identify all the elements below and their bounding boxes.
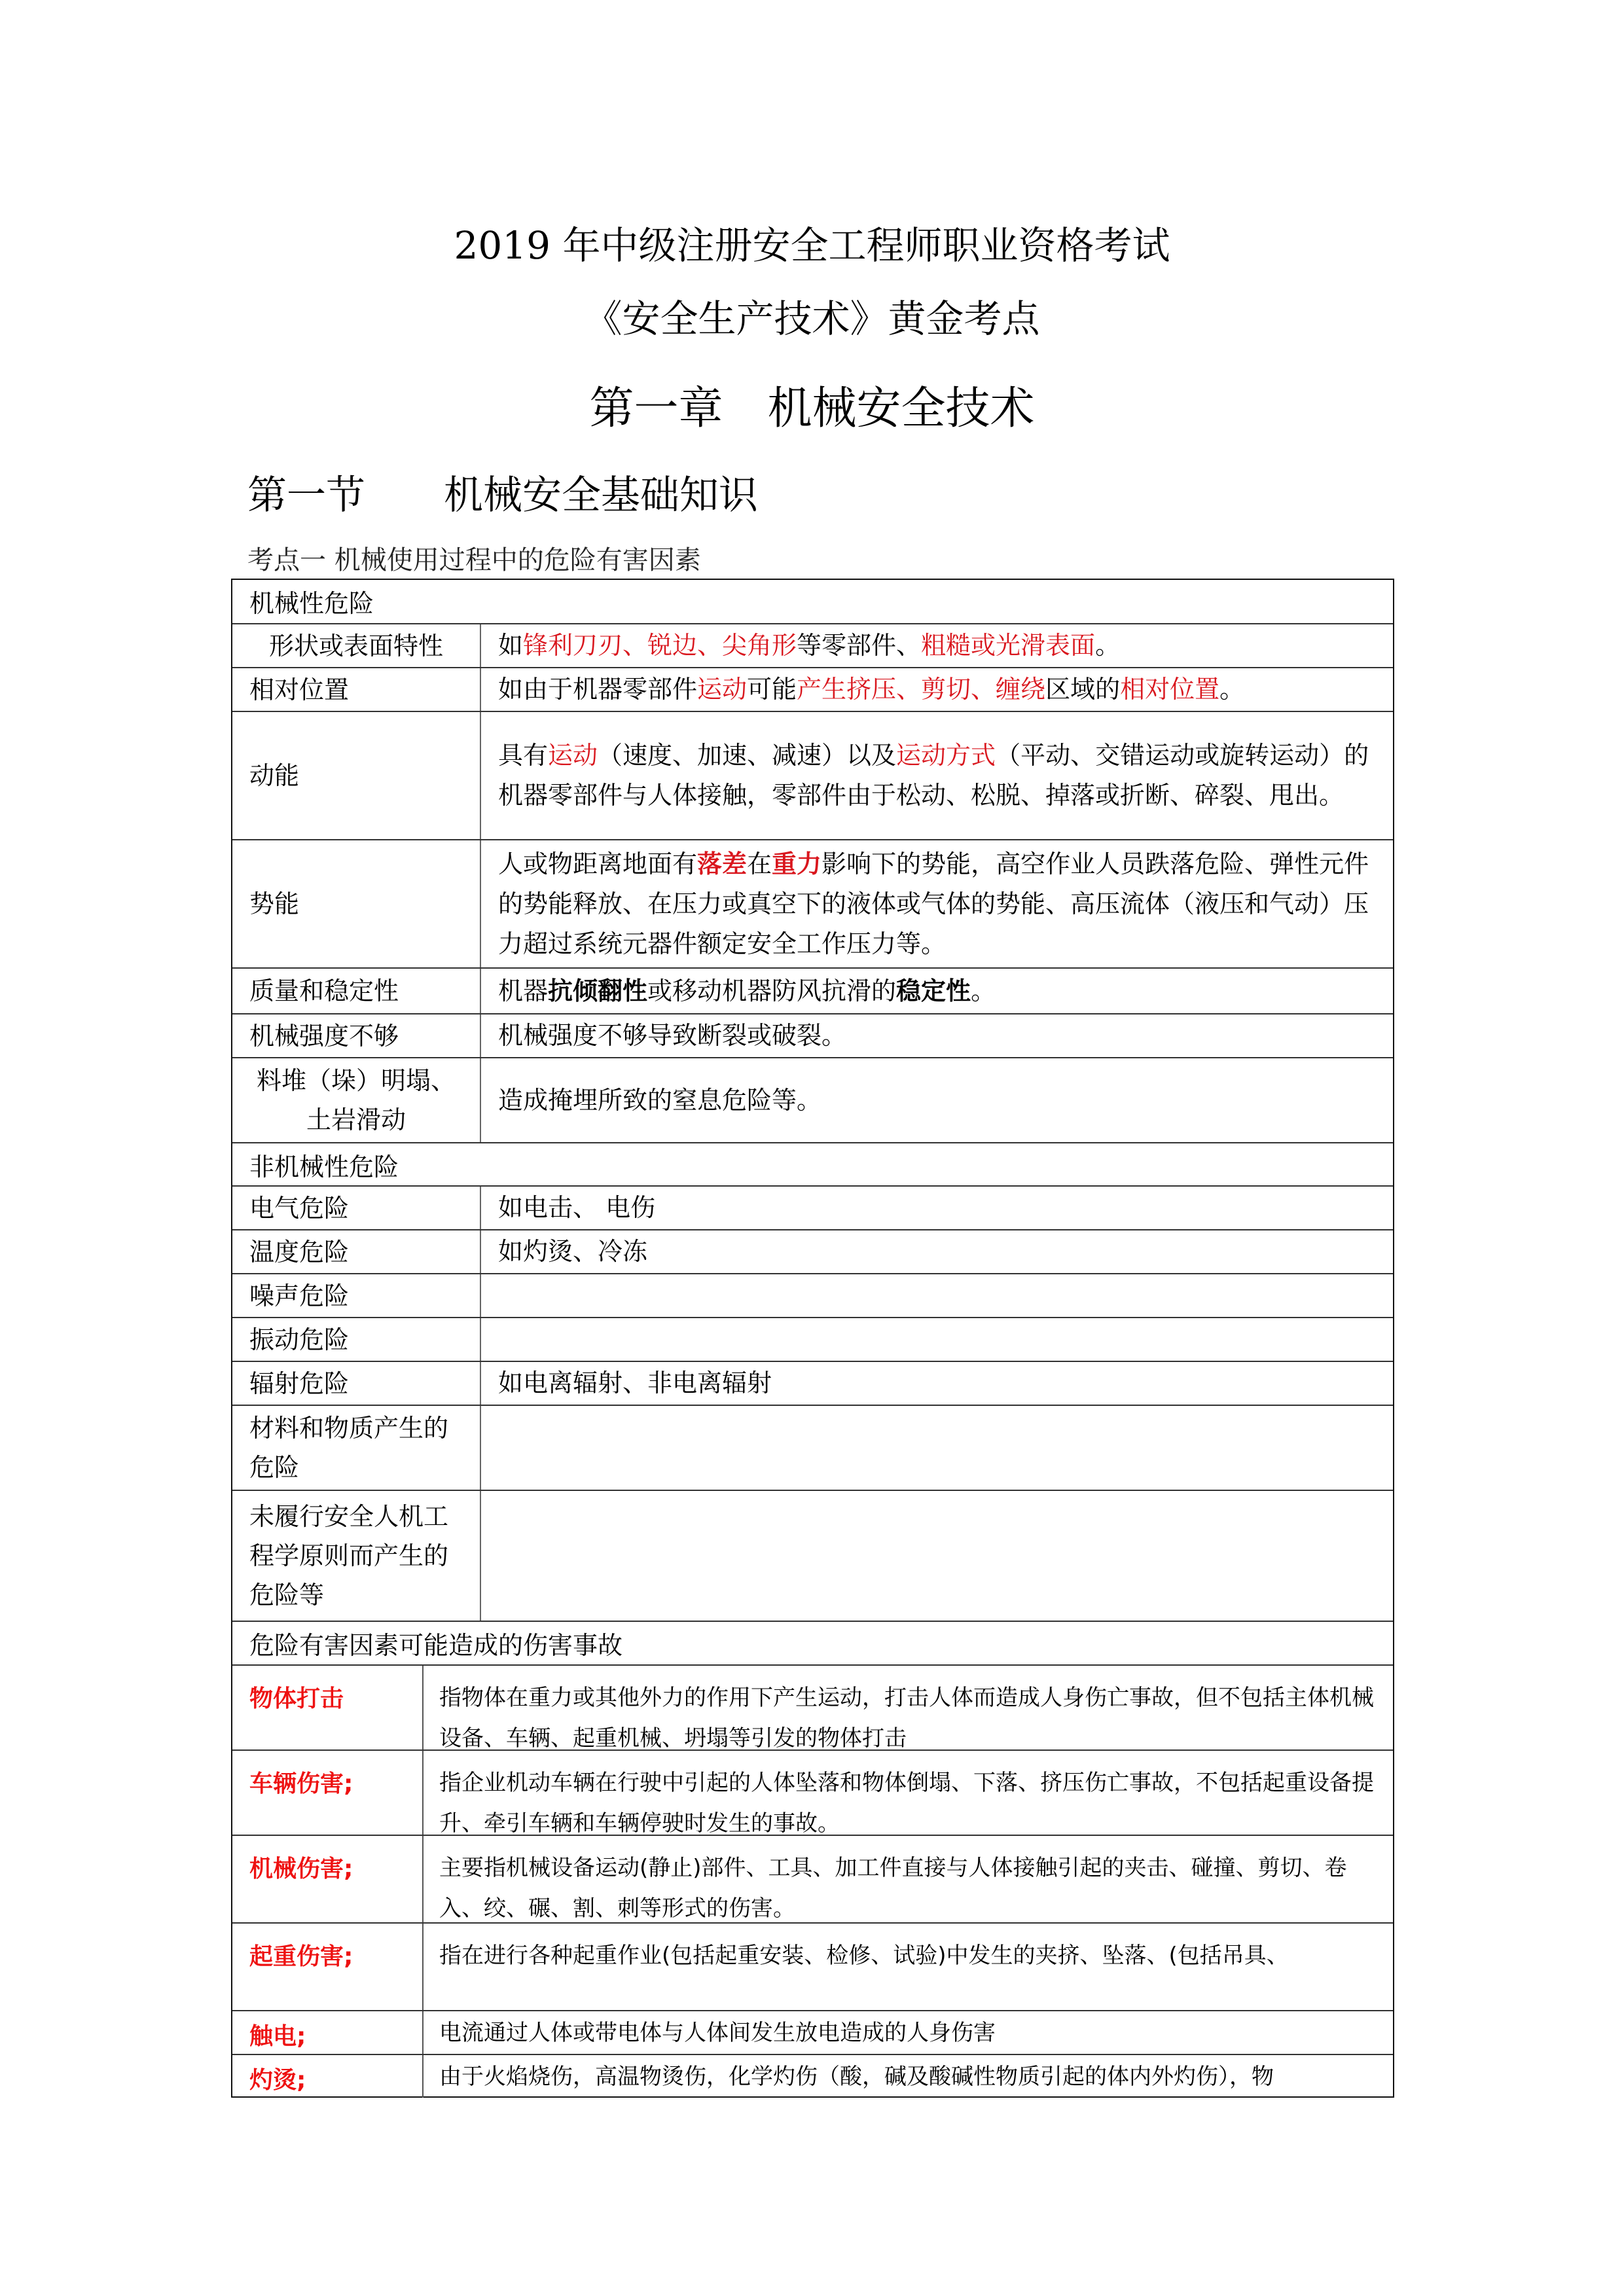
- hazard-label-text: 温度危险: [249, 1237, 350, 1266]
- highlight-keyword: 产生挤压、剪切、缠绕: [797, 675, 1046, 704]
- text-run: 机器: [498, 977, 549, 1005]
- hazard-label: [232, 1058, 480, 1142]
- hazard-label-text: 质量和稳定性: [249, 977, 399, 1005]
- accident-type-label: [232, 1751, 422, 1835]
- hazard-label: [232, 1187, 480, 1229]
- section-heading-mechanical: [232, 579, 1393, 623]
- hazard-label-text: 未履行安全人机工程学原则而产生的危险等: [249, 1502, 449, 1609]
- hazard-label-text: 相对位置: [249, 675, 350, 704]
- hazard-label: [232, 1318, 480, 1361]
- accident-description: [422, 1751, 1393, 1835]
- highlight-keyword: 重力: [772, 849, 822, 878]
- hazard-description: [480, 840, 1393, 967]
- table-row: [232, 1273, 1393, 1317]
- table-row: [232, 667, 1393, 711]
- table-row: [232, 1922, 1393, 2010]
- hazard-label: [232, 1274, 480, 1317]
- accident-type-label: [232, 2055, 422, 2098]
- hazard-description-text: 如电离辐射、非电离辐射: [498, 1369, 772, 1397]
- hazard-label: [232, 840, 480, 967]
- accident-description-text: 指在进行各种起重作业(包括起重安装、检修、试验)中发生的夹挤、坠落、(包括吊具、: [439, 1943, 1289, 1969]
- section-header-row: [232, 1142, 1393, 1185]
- table-row: [232, 1185, 1393, 1229]
- section-heading-mechanical-text: 机械性危险: [249, 588, 374, 618]
- accident-description-text: 指物体在重力或其他外力的作用下产生运动，打击人体而造成人身伤亡事故，但不包括主体机械设备、车辆、起重机械、坍塌等引发的物体打击: [439, 1685, 1374, 1751]
- hazard-description-text: [498, 626, 1120, 666]
- hazard-description: [480, 712, 1393, 839]
- text-run: 机械强度不够导致断裂或破裂。: [498, 1021, 847, 1050]
- hazard-label-text: 动能: [249, 761, 300, 790]
- accident-type-label-text: 起重伤害;: [249, 1943, 353, 1970]
- hazard-description: [480, 668, 1393, 711]
- hazard-description: [480, 1014, 1393, 1057]
- table-row: [232, 1405, 1393, 1490]
- hazard-description: [480, 624, 1393, 667]
- text-run: 区域的: [1045, 675, 1121, 704]
- table-row: [232, 1229, 1393, 1273]
- text-run: 。: [1219, 675, 1245, 704]
- bold-keyword: 稳定性: [896, 976, 971, 1005]
- hazard-label: [232, 624, 480, 667]
- table-row: [232, 1057, 1393, 1142]
- accident-type-label-text: 灼烫;: [249, 2067, 306, 2094]
- hazard-description: [480, 1058, 1393, 1142]
- accident-description: [422, 1924, 1393, 2010]
- hazard-description-text: [498, 844, 1380, 964]
- text-run: 如: [498, 631, 524, 660]
- accident-description-text: 主要指机械设备运动(静止)部件、工具、加工件直接与人体接触引起的夹击、碰撞、剪切、卷入、绞、碾、割、刺等形式的伤害。: [439, 1855, 1347, 1922]
- hazard-description: [480, 1406, 1393, 1490]
- hazard-label-text: 辐射危险: [249, 1369, 350, 1398]
- text-run: 造成掩埋所致的窒息危险等。: [498, 1085, 822, 1115]
- table-row: [232, 1013, 1393, 1057]
- accident-type-label-text: 物体打击: [249, 1685, 344, 1712]
- text-run: 如由于机器零部件: [498, 675, 698, 704]
- text-run: 或移动机器防风抗滑的: [647, 977, 897, 1005]
- table-row: [232, 1664, 1393, 1749]
- hazard-description-text: [498, 670, 1244, 709]
- accident-description-text: 由于火焰烧伤，高温物烫伤，化学灼伤（酸，碱及酸碱性物质引起的体内外灼伤），物: [439, 2064, 1274, 2090]
- section-heading-non-mechanical: [232, 1143, 1393, 1185]
- accident-type-label-text: 触电;: [249, 2023, 306, 2050]
- table-row: [232, 2054, 1393, 2098]
- hazard-label-text: 形状或表面特性: [268, 631, 443, 660]
- section-header-row: [232, 579, 1393, 623]
- hazard-description: [480, 1230, 1393, 1273]
- hazard-description-text: [498, 736, 1380, 816]
- hazard-description-text: [498, 1081, 821, 1121]
- hazard-label-text: 材料和物质产生的危险: [249, 1414, 449, 1482]
- hazard-label: [232, 1406, 480, 1490]
- table-row: [232, 2010, 1393, 2054]
- bold-keyword: 抗倾翻性: [548, 976, 648, 1005]
- table-row: [232, 967, 1393, 1013]
- accident-description-text: 电流通过人体或带电体与人体间发生放电造成的人身伤害: [439, 2020, 996, 2046]
- accident-description: [422, 1836, 1393, 1922]
- highlight-keyword: 运动: [697, 675, 748, 704]
- table-row: [232, 1749, 1393, 1835]
- highlight-keyword: 粗糙或光滑表面: [921, 631, 1096, 660]
- hazard-label-text: 势能: [249, 889, 300, 918]
- exam-point-heading: 考点一 机械使用过程中的危险有害因素: [247, 545, 701, 575]
- hazard-description: [480, 1274, 1393, 1317]
- table-row: [232, 839, 1393, 967]
- hazard-description: [480, 1318, 1393, 1361]
- accident-type-label: [232, 2011, 422, 2054]
- hazard-label-text: 电气危险: [249, 1193, 350, 1223]
- accident-type-label-text: 车辆伤害;: [249, 1770, 353, 1797]
- hazard-description: [480, 969, 1393, 1013]
- table-row: [232, 711, 1393, 839]
- accident-type-label: [232, 1924, 422, 2010]
- table-row: [232, 1835, 1393, 1922]
- hazard-description: [480, 1187, 1393, 1229]
- accident-description-text: 指企业机动车辆在行驶中引起的人体坠落和物体倒塌、下落、挤压伤亡事故，不包括起重设备提升、牵引车辆和车辆停驶时发生的事故。: [439, 1770, 1374, 1837]
- hazard-description-text: [498, 971, 996, 1011]
- highlight-keyword: 运动: [548, 741, 598, 770]
- section-heading: 第一节 机械安全基础知识: [247, 473, 758, 518]
- chapter-heading: 第一章 机械安全技术: [589, 383, 1035, 435]
- hazard-label-text: 振动危险: [249, 1325, 350, 1354]
- hazard-label-text: 噪声危险: [249, 1281, 350, 1310]
- hazard-label: [232, 712, 480, 839]
- highlight-keyword: 运动方式: [896, 741, 996, 770]
- hazard-description: [480, 1362, 1393, 1405]
- highlight-keyword: 相对位置: [1120, 675, 1220, 704]
- hazard-label-text: 机械强度不够: [249, 1021, 399, 1050]
- table-row: [232, 1361, 1393, 1405]
- section-heading-accidents: [232, 1622, 1393, 1664]
- section-heading-non-mechanical-text: 非机械性危险: [249, 1152, 399, 1181]
- hazard-table: [231, 579, 1394, 2098]
- accident-type-label-text: 机械伤害;: [249, 1856, 353, 1882]
- text-run: （速度、加速、减速）以及: [598, 741, 897, 770]
- table-row: [232, 1490, 1393, 1621]
- accident-type-label: [232, 1836, 422, 1922]
- text-run: 影响下的势能，高空作业人员跌落危险、弹性元件的势能释放、在压力或真空下的液体或气体的势能、高压流体（液压和气动）压力超过系统元器件额定安全工作压力等。: [498, 850, 1369, 958]
- text-run: 。: [971, 977, 996, 1005]
- hazard-description-text: [498, 1016, 846, 1056]
- accident-description: [422, 1666, 1393, 1749]
- accident-type-label: [232, 1666, 422, 1749]
- document-title: 2019 年中级注册安全工程师职业资格考试: [454, 223, 1170, 268]
- document-subtitle: 《安全生产技术》黄金考点: [584, 296, 1040, 341]
- hazard-label: [232, 1230, 480, 1273]
- text-run: 可能: [747, 675, 797, 704]
- section-heading-accidents-text: 危险有害因素可能造成的伤害事故: [249, 1631, 623, 1660]
- hazard-description-text: 如灼烫、冷冻: [498, 1237, 648, 1266]
- hazard-label: [232, 668, 480, 711]
- hazard-label: [232, 1491, 480, 1621]
- text-run: 在: [747, 850, 772, 878]
- hazard-description: [480, 1491, 1393, 1621]
- text-run: 。: [1095, 631, 1121, 660]
- highlight-keyword: 落差: [697, 849, 748, 878]
- accident-description: [422, 2011, 1393, 2054]
- section-header-row: [232, 1621, 1393, 1664]
- hazard-label: [232, 969, 480, 1013]
- text-run: 具有: [498, 741, 549, 770]
- text-run: （平动、交错运动或旋转运动）的机器零部件与人体接触，零部件由于松动、松脱、掉落或折断、碎裂、甩出。: [498, 741, 1369, 810]
- hazard-description-text: 如电击、 电伤: [498, 1193, 656, 1222]
- text-run: 等零部件、: [797, 631, 922, 660]
- table-row: [232, 1317, 1393, 1361]
- text-run: 人或物距离地面有: [498, 850, 698, 878]
- highlight-keyword: 锋利刀刃、锐边、尖角形: [523, 631, 797, 660]
- hazard-label: [232, 1362, 480, 1405]
- hazard-label-text: 料堆（垛）明塌、土岩滑动: [256, 1066, 456, 1134]
- hazard-label: [232, 1014, 480, 1057]
- accident-description: [422, 2055, 1393, 2098]
- table-row: [232, 623, 1393, 667]
